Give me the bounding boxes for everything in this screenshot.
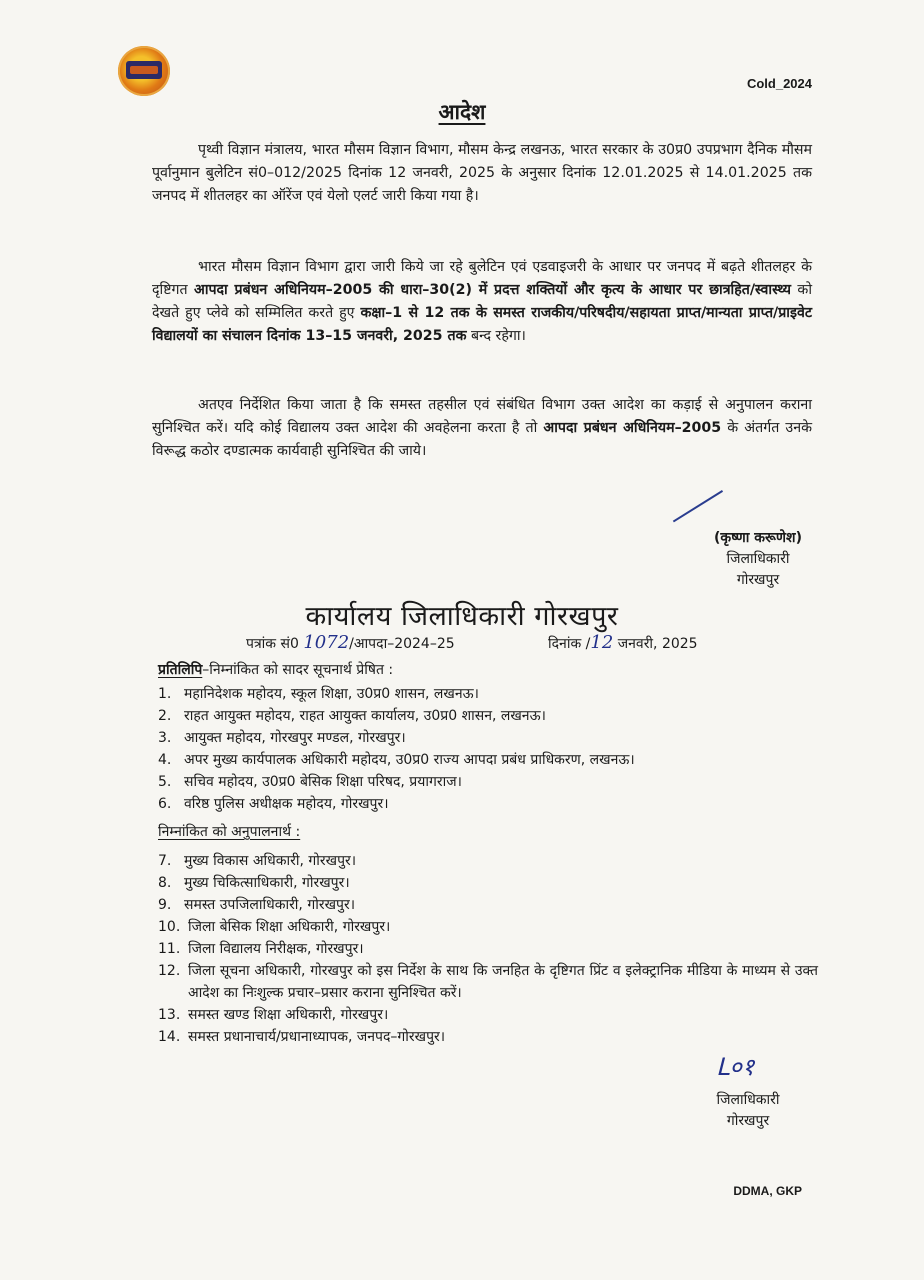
district-emblem-logo [118, 46, 170, 96]
list-item: 8. मुख्य चिकित्साधिकारी, गोरखपुर। [158, 875, 350, 891]
signatory-block-2 [700, 1090, 796, 1132]
signatory-designation: जिलाधिकारी [726, 551, 790, 567]
signatory-name: (कृष्णा करूणेश) [714, 530, 802, 546]
reference-date: दिनांक /12 जनवरी, 2025 [548, 632, 698, 653]
order-paragraph-1: पृथ्वी विज्ञान मंत्रालय, भारत मौसम विज्ञान विभाग, मौसम केन्द्र लखनऊ, भारत सरकार के उ0प्र0 उपप्रभाग दैनिक मौसम पूर्वानुमान बुलेटिन सं0–012/2025 दिनांक 12 जनवरी, 2025 के अनुसार दिनांक 12.01.2025 से 14.01.2025 तक जनपद में शीतलहर का ऑरेंज एवं येलो एलर्ट जारी किया गया है। [152, 142, 812, 204]
signatory-place: गोरखपुर [726, 1113, 770, 1129]
signatory-designation: जिलाधिकारी [716, 1092, 780, 1108]
document-code: Cold_2024 [746, 76, 812, 91]
order-paragraph-2: भारत मौसम विज्ञान विभाग द्वारा जारी किये जा रहे बुलेटिन एवं एडवाइजरी के आधार पर जनपद में बढ़ते शीतलहर के दृष्टिगत आपदा प्रबंधन अधिनियम–2005 की धारा–30(2) में प्रदत्त शक्तियों और कृत्य के आधार पर छात्रहित/स्वास्थ्य को देखते हुए प्लेवे को सम्मिलित करते हुए कक्षा–1 से 12 तक के समस्त राजकीय/परिषदीय/सहायता प्राप्त/मान्यता प्राप्त/प्राइवेट विद्यालयों का संचालन दिनांक 13–15 जनवरी, 2025 तक बन्द रहेगा। [152, 259, 813, 344]
order-title: आदेश [438, 100, 486, 124]
copy-action-heading: निम्नांकित को अनुपालनार्थ : [158, 824, 301, 840]
list-item: 12. जिला सूचना अधिकारी, गोरखपुर को इस निर्देश के साथ कि जनहित के दृष्टिगत प्रिंट व इलेक्ट्रानिक मीडिया के माध्यम से उक्त आदेश का निःशुल्क प्रचार–प्रसार कराना सुनिश्चित करें। [158, 963, 818, 1001]
copy-info-heading: प्रतिलिपि–निम्नांकित को सादर सूचनार्थ प्रेषित : [158, 662, 394, 678]
list-item: 14. समस्त प्रधानाचार्य/प्रधानाध्यापक, जनपद–गोरखपुर। [158, 1029, 446, 1045]
office-title: कार्यालय जिलाधिकारी गोरखपुर [305, 601, 619, 632]
footer-code: DDMA, GKP [733, 1184, 802, 1198]
list-item: 6. वरिष्ठ पुलिस अधीक्षक महोदय, गोरखपुर। [158, 796, 389, 812]
signatory-place: गोरखपुर [736, 572, 780, 588]
list-item: 13. समस्त खण्ड शिक्षा अधिकारी, गोरखपुर। [158, 1007, 389, 1023]
closure-details: कक्षा–1 से 12 तक के समस्त राजकीय/परिषदीय/सहायता प्राप्त/मान्यता प्राप्त/प्राइवेट विद्यालयों का संचालन दिनांक 13–15 जनवरी, 2025 तक [152, 305, 812, 344]
act-reference: आपदा प्रबंधन अधिनियम–2005 की धारा–30(2) में प्रदत्त शक्तियों और कृत्य के आधार पर छात्रहित/स्वास्थ्य [193, 282, 792, 298]
list-item: 11. जिला विद्यालय निरीक्षक, गोरखपुर। [158, 941, 364, 957]
reference-number: पत्रांक सं0 1072/आपदा–2024–25 [246, 632, 455, 653]
list-item: 5. सचिव महोदय, उ0प्र0 बेसिक शिक्षा परिषद, प्रयागराज। [158, 774, 462, 790]
copy-action-list [158, 850, 818, 1048]
list-item: 7. मुख्य विकास अधिकारी, गोरखपुर। [158, 853, 357, 869]
signatory-block-1 [688, 528, 828, 591]
list-item: 10. जिला बेसिक शिक्षा अधिकारी, गोरखपुर। [158, 919, 391, 935]
list-item: 1. महानिदेशक महोदय, स्कूल शिक्षा, उ0प्र0 शासन, लखनऊ। [158, 686, 479, 702]
list-item: 4. अपर मुख्य कार्यपालक अधिकारी महोदय, उ0प्र0 राज्य आपदा प्रबंध प्राधिकरण, लखनऊ। [158, 752, 635, 768]
list-item: 2. राहत आयुक्त महोदय, राहत आयुक्त कार्यालय, उ0प्र0 शासन, लखनऊ। [158, 708, 546, 724]
list-item: 3. आयुक्त महोदय, गोरखपुर मण्डल, गोरखपुर। [158, 730, 406, 746]
list-item: 9. समस्त उपजिलाधिकारी, गोरखपुर। [158, 897, 356, 913]
handwritten-signature: ᒪ०१ [716, 1053, 755, 1081]
signature-stroke [673, 490, 723, 522]
order-paragraph-3: अतएव निर्देशित किया जाता है कि समस्त तहसील एवं संबंधित विभाग उक्त आदेश का कड़ाई से अनुपालन कराना सुनिश्चित करें। यदि कोई विद्यालय उक्त आदेश की अवहेलना करता है तो आपदा प्रबंधन अधिनियम–2005 के अंतर्गत उनके विरूद्ध कठोर दण्डात्मक कार्यवाही सुनिश्चित की जाये। [152, 397, 812, 459]
copy-info-list [158, 683, 818, 843]
